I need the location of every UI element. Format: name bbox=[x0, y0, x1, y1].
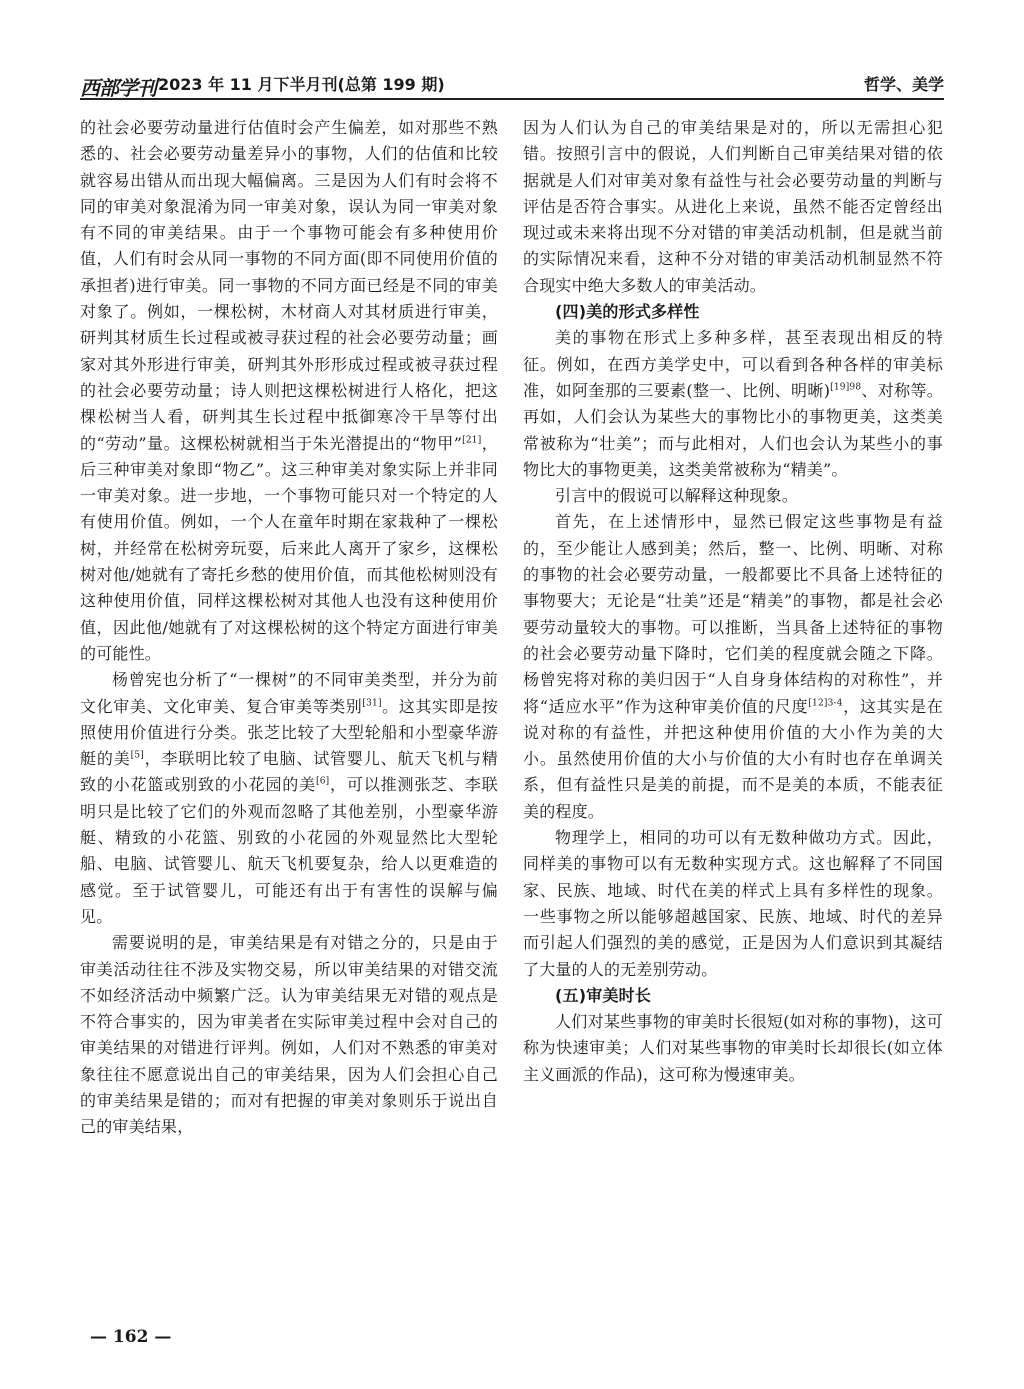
paragraph: 需要说明的是，审美结果是有对错之分的，只是由于审美活动往往不涉及实物交易，所以审美结果的对错交流不如经济活动中频繁广泛。认为审美结果无对错的观点是不符合事实的，因为审美者在实际审美过程中会对自己的审美结果的对错进行评判。例如，人们对不熟悉的审美对象往往不愿意说出自己的审美结果，因为人们会担心自己的审美结果是错的；而对有把握的审美对象则乐于说出自己的审美结果， bbox=[80, 933, 498, 1137]
citation: [5] bbox=[130, 750, 144, 761]
right-column bbox=[523, 115, 943, 1088]
journal-logo: 西部学刊 bbox=[80, 76, 156, 100]
paragraph: 美的事物在形式上多种多样，甚至表现出相反的特征。例如，在西方美学史中，可以看到各种各样的审美标准，如阿奎那的三要素(整一、比例、明晰)$^{[19]98}$、对称等。再如，人们会认为某些大的事物比小的事物更美，这类美常被称为“壮美”；而与此相对，人们也会认为某些小的事物比大的事物更美，这类美常被称为“精美”。 bbox=[523, 328, 943, 479]
paragraph: 因为人们认为自己的审美结果是对的，所以无需担心犯错。按照引言中的假说，人们判断自己审美结果对错的依据就是人们对审美对象有益性与社会必要劳动量的判断与评估是否符合事实。从进化上来说，虽然不能否定曾经出现过或未来将出现不分对错的审美活动机制，但是就当前的实际情况来看，这种不分对错的审美活动机制显然不符合现实中绝大多数人的审美活动。 bbox=[523, 118, 943, 295]
paragraph: 引言中的假说可以解释这种现象。 bbox=[555, 486, 799, 506]
running-header bbox=[80, 70, 944, 100]
paragraph: 首先，在上述情形中，显然已假定这些事物是有益的，至少能让人感到美；然后，整一、比例、明晰、对称的事物的社会必要劳动量，一般都要比不具备上述特征的事物要大；无论是“壮美”还是“精美”的事物，都是社会必要劳动量较大的事物。可以推断，当具备上述特征的事物的社会必要劳动量下降时，它们美的程度就会随之下降。杨曾宪将对称的美归因于“人自身身体结构的对称性”，并将“适应水平”作为这种审美价值的尺度$^{[12]3-4}$，这其实是在说对称的有益性，并把这种使用价值的大小作为美的大小。虽然使用价值的大小与价值的大小有时也存在单调关系，但有益性只是美的前提，而不是美的本质，不能表征美的程度。 bbox=[523, 512, 944, 821]
paragraph: 人们对某些事物的审美时长很短(如对称的事物)，这可称为快速审美；人们对某些事物的审美时长却很长(如立体主义画派的作品)，这可称为慢速审美。 bbox=[523, 1012, 943, 1084]
paragraph: 的社会必要劳动量进行估值时会产生偏差，如对那些不熟悉的、社会必要劳动量差异小的事物，人们的估值和比较就容易出错从而出现大幅偏离。三是因为人们有时会将不同的审美对象混淆为同一审美对象，误认为同一审美对象有不同的审美结果。由于一个事物可能会有多种使用价值，人们有时会从同一事物的不同方面(即不同使用价值的承担者)进行审美。同一事物的不同方面已经是不同的审美对象了。例如，一棵松树，木材商人对其材质进行审美，研判其材质生长过程或被寻获过程的社会必要劳动量；画家对其外形进行审美，研判其外形形成过程或被寻获过程的社会必要劳动量；诗人则把这棵松树进行人格化，把这棵松树当人看，研判其生长过程中抵御寒冷干旱等付出的“劳动”量。这棵松树就相当于朱光潜提出的“物甲”[21]，后三种审美对象即“物乙”。这三种审美对象实际上并非同一审美对象。进一步地，一个事物可能只对一个特定的人有使用价值。例如，一个人在童年时期在家栽种了一棵松树，并经常在松树旁玩耍，后来此人离开了家乡，这棵松树对他/她就有了寄托乡愁的使用价值，而其他松树则没有这种使用价值，同样这棵松树对其他人也没有这种使用价值，因此他/她就有了对这棵松树的这个特定方面进行审美的可能性。 bbox=[80, 118, 498, 663]
section-heading: (五)审美时长 bbox=[555, 985, 652, 1005]
left-column bbox=[80, 115, 498, 1141]
citation: [21] bbox=[462, 435, 482, 446]
paragraph: 物理学上，相同的功可以有无数种做功方式。因此，同样美的事物可以有无数种实现方式。这也解释了不同国家、民族、地域、时代在美的样式上具有多样性的现象。一些事物之所以能够超越国家、民族、地域、时代的差异而引起人们强烈的美的感觉，正是因为人们意识到其凝结了大量的人的无差别劳动。 bbox=[523, 828, 943, 979]
page-number: — 162 — bbox=[90, 1327, 172, 1347]
section-title: 哲学、美学 bbox=[863, 75, 944, 94]
citation: [19]98 bbox=[830, 382, 862, 393]
issue-info: 2023 年 11 月下半月刊(总第 199 期) bbox=[158, 75, 445, 94]
citation: [12]3-4 bbox=[808, 698, 843, 709]
citation: [6] bbox=[316, 777, 330, 788]
section-heading: (四)美的形式多样性 bbox=[555, 302, 700, 322]
citation: [31] bbox=[362, 698, 382, 709]
paragraph: 杨曾宪也分析了“一棵树”的不同审美类型，并分为前文化审美、文化审美、复合审美等类别[31]。这其实即是按照使用价值进行分类。张芝比较了大型轮船和小型豪华游艇的美[5]，李联明比较了电脑、试管婴儿、航天飞机与精致的小花篮或别致的小花园的美[6]，可以推测张芝、李联明只是比较了它们的外观而忽略了其他差别，小型豪华游艇、精致的小花篮、别致的小花园的外观显然比大型轮船、电脑、试管婴儿、航天飞机要复杂，给人以更难造的感觉。至于试管婴儿，可能还有出于有害性的误解与偏见。 bbox=[80, 670, 499, 926]
